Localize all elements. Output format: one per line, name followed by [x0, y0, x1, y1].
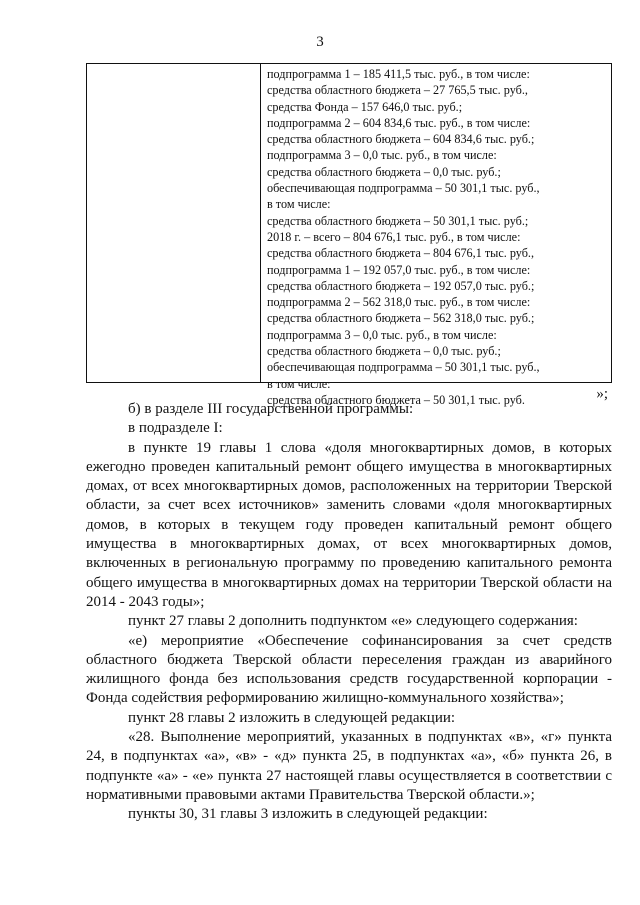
paragraph-items-30-31: пункты 30, 31 главы 3 изложить в следующей редакции: — [128, 806, 488, 823]
table-line: средства областного бюджета – 27 765,5 тыс. руб., — [267, 83, 528, 98]
table-line: средства областного бюджета – 0,0 тыс. руб.; — [267, 164, 501, 179]
table-line: подпрограмма 2 – 562 318,0 тыс. руб., в том числе: — [267, 295, 531, 310]
paragraph-item-28: «28. Выполнение мероприятий, указанных в подпунктах «в», «г» пункта 24, в подпунктах «а», «в» - «д» пункта 25, в подпунктах «а», «б» пункта 26, в подпункте «а» - «е» пункта 27 настоящей главы осуществляется в соответствии с нормативными правовыми актами Правительства Тверской области.»; — [86, 729, 612, 803]
page-number: 3 — [316, 34, 324, 50]
table-line: средства областного бюджета – 50 301,1 тыс. руб.; — [267, 213, 529, 228]
document-body — [86, 400, 612, 825]
table-line: подпрограмма 2 – 604 834,6 тыс. руб., в том числе: — [267, 115, 531, 130]
table-line: средства Фонда – 157 646,0 тыс. руб.; — [267, 99, 463, 114]
paragraph-item-27: пункт 27 главы 2 дополнить подпунктом «е» следующего содержания: — [128, 613, 578, 630]
paragraph-section-3-intro: б) в разделе III государственной программы: — [128, 401, 414, 417]
table-right-cell — [267, 66, 605, 408]
table-line: средства областного бюджета – 192 057,0 тыс. руб.; — [267, 278, 535, 293]
table-line: подпрограмма 3 – 0,0 тыс. руб., в том числе: — [267, 148, 497, 163]
paragraph-subitem-e: «е) мероприятие «Обеспечение софинансирования за счет средств областного бюджета Тверской области переселения граждан из аварийного жилищного фонда без использования средств государственной корпорации - Фонда содействия реформированию жилищно-коммунального хозяйства»; — [86, 632, 612, 707]
budget-table — [86, 63, 612, 407]
table-line: 2018 г. – всего – 804 676,1 тыс. руб., в том числе: — [267, 229, 521, 244]
table-line: в том числе: — [267, 197, 331, 212]
paragraph-item-19: в пункте 19 главы 1 слова «доля многоквартирных домов, в которых ежегодно проведен капитальный ремонт общего имущества в многоквартирных домах, от всех многоквартирных домов, расположенных на территории Тверской области, за счет всех источников» заменить словами «доля многоквартирных домов, в которых в текущем году проведен капитальный ремонт общего имущества в многоквартирных домах, от всех многоквартирных домов, включенных в региональную программу по проведению капитального ремонта общего имущества в многоквартирных домах на территории Тверской области на 2014 - 2043 годы»; — [86, 439, 612, 610]
paragraph-item-28-intro: пункт 28 главы 2 изложить в следующей редакции: — [128, 709, 456, 726]
paragraph-subsection-1: в подразделе I: — [128, 420, 223, 437]
table-line: средства областного бюджета – 50 301,1 тыс. руб. — [267, 392, 525, 407]
table-line: обеспечивающая подпрограмма – 50 301,1 тыс. руб., — [267, 181, 540, 196]
table-line: обеспечивающая подпрограмма – 50 301,1 тыс. руб., — [267, 360, 540, 375]
table-line: средства областного бюджета – 562 318,0 тыс. руб.; — [267, 311, 535, 326]
table-line: средства областного бюджета – 604 834,6 тыс. руб.; — [267, 132, 535, 147]
table-line: подпрограмма 1 – 192 057,0 тыс. руб., в том числе: — [267, 262, 531, 277]
table-line: подпрограмма 1 – 185 411,5 тыс. руб., в том числе: — [267, 67, 530, 81]
table-line: подпрограмма 3 – 0,0 тыс. руб., в том числе: — [267, 327, 497, 342]
table-line: в том числе: — [267, 376, 331, 391]
table-line: средства областного бюджета – 0,0 тыс. руб.; — [267, 344, 501, 359]
table-line: средства областного бюджета – 804 676,1 тыс. руб., — [267, 246, 535, 261]
table-closing-quote: »; — [596, 386, 608, 402]
table-column-divider — [260, 64, 261, 382]
